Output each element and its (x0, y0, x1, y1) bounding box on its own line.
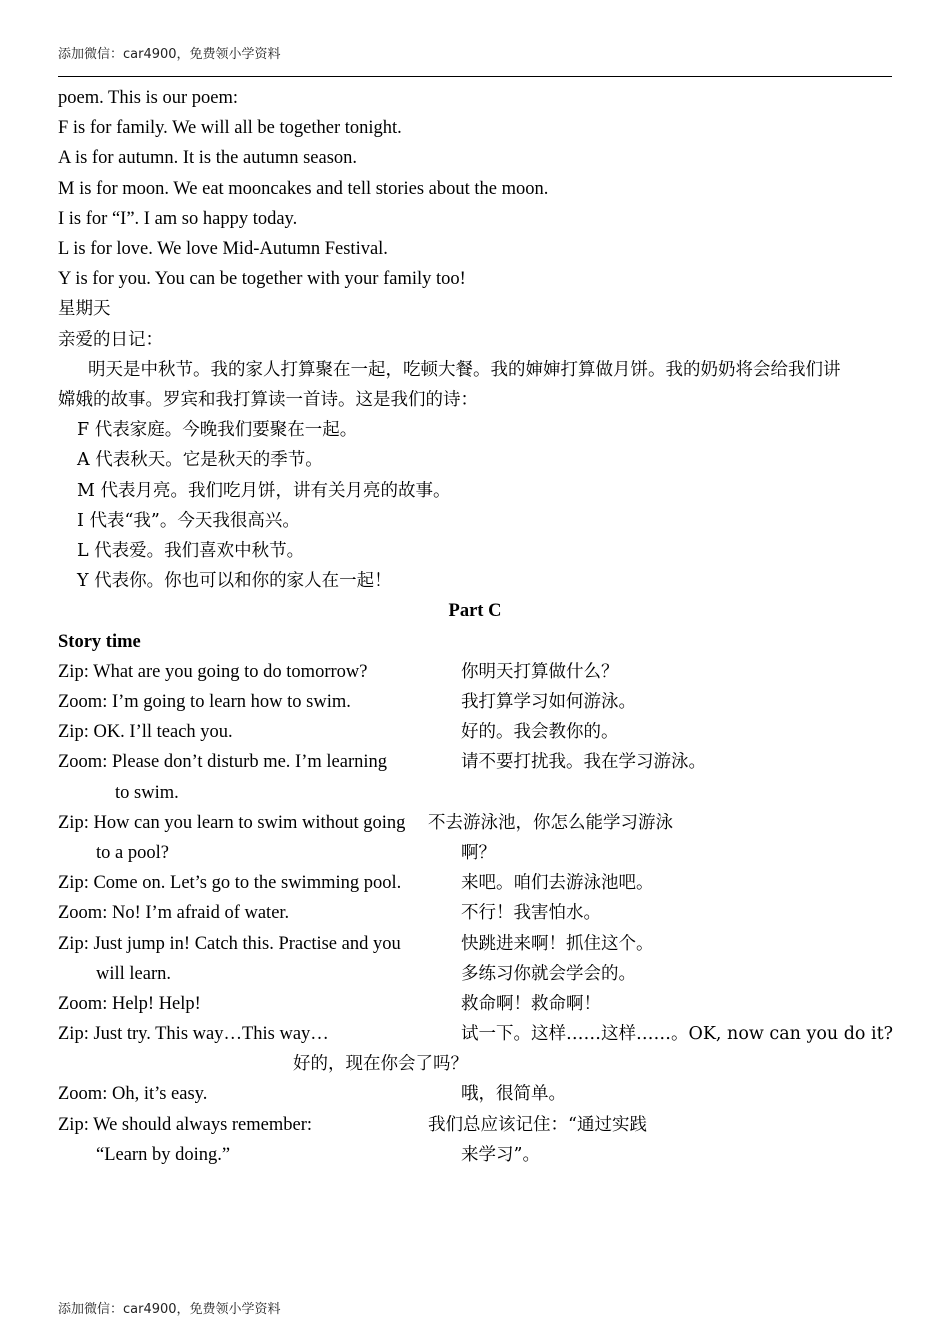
page-footer-note: 添加微信：car4900，免费领小学资料 (58, 1302, 281, 1317)
section-heading: Part C (448, 601, 502, 622)
dialogue-en: Zoom: No! I’m afraid of water. (58, 903, 290, 924)
section-subheading: Story time (58, 631, 141, 652)
dialogue-en: Zip: Just jump in! Catch this. Practise and you (58, 933, 401, 954)
dialogue-cn: 你明天打算做什么？ (461, 661, 619, 682)
dialogue-row (58, 1049, 892, 1079)
dialogue-en-continuation: to swim. (115, 782, 179, 803)
dialogue-row (58, 778, 892, 808)
dialogue-cn: 救命啊！救命啊！ (461, 993, 601, 1014)
dialogue-cn: 哦，很简单。 (461, 1084, 566, 1105)
dialogue-row (58, 657, 892, 687)
dialogue-en: Zoom: Oh, it’s easy. (58, 1084, 208, 1105)
diary-poem-line: I 代表“我”。今天我很高兴。 (77, 510, 300, 531)
diary-poem-line: Y 代表你。你也可以和你的家人在一起！ (77, 571, 392, 592)
dialogue-cn-continuation: 来学习”。 (461, 1144, 540, 1165)
dialogue-en: Zip: We should always remember: (58, 1114, 313, 1135)
dialogue-cn: 好的。我会教你的。 (461, 722, 619, 743)
dialogue-en: Zip: Just try. This way…This way… (58, 1024, 329, 1045)
diary-poem-line: A 代表秋天。它是秋天的季节。 (77, 450, 323, 471)
dialogue-row (58, 717, 892, 747)
dialogue-en: Zoom: I’m going to learn how to swim. (58, 692, 351, 713)
poem-line: Y is for you. You can be together with your family too! (58, 269, 466, 290)
dialogue-row (58, 1110, 892, 1140)
dialogue-en: Zoom: Help! Help! (58, 993, 201, 1014)
poem-line: I is for “I”. I am so happy today. (58, 208, 298, 229)
dialogue-row (58, 989, 892, 1019)
dialogue-cn: 不去游泳池，你怎么能学习游泳 (428, 812, 673, 833)
dialogue-row (58, 687, 892, 717)
dialogue-row (58, 838, 892, 868)
dialogue-row (58, 1019, 892, 1049)
dialogue-row (58, 1079, 892, 1109)
dialogue-cn: 请不要打扰我。我在学习游泳。 (461, 752, 706, 773)
dialogue-row (58, 808, 892, 838)
diary-paragraph-line: 嫦娥的故事。罗宾和我打算读一首诗。这是我们的诗： (58, 390, 478, 411)
dialogue-en: Zip: What are you going to do tomorrow? (58, 661, 368, 682)
poem-line: F is for family. We will all be together tonight. (58, 118, 402, 139)
header-divider (58, 76, 892, 77)
dialogue-row (58, 959, 892, 989)
dialogue-cn: 来吧。咱们去游泳池吧。 (461, 873, 654, 894)
document-body (58, 83, 892, 1170)
dialogue-en: Zoom: Please don’t disturb me. I’m learning (58, 752, 387, 773)
dialogue-en: Zip: OK. I’ll teach you. (58, 722, 233, 743)
dialogue-cn-continuation: 好的，现在你会了吗？ (293, 1054, 468, 1075)
dialogue-cn: 快跳进来啊！抓住这个。 (461, 933, 654, 954)
dialogue-row (58, 898, 892, 928)
dialogue-row (58, 747, 892, 777)
dialogue-cn-continuation: 多练习你就会学会的。 (461, 963, 636, 984)
diary-poem-line: M 代表月亮。我们吃月饼，讲有关月亮的故事。 (77, 480, 451, 501)
diary-poem-line: L 代表爱。我们喜欢中秋节。 (77, 541, 305, 562)
poem-line: A is for autumn. It is the autumn season. (58, 148, 358, 169)
diary-greeting: 亲爱的日记： (58, 329, 163, 350)
poem-line: M is for moon. We eat mooncakes and tell stories about the moon. (58, 178, 549, 199)
dialogue-row (58, 929, 892, 959)
dialogue-cn: 我打算学习如何游泳。 (461, 692, 636, 713)
dialogue-row (58, 1140, 892, 1170)
dialogue-cn: 不行！我害怕水。 (461, 903, 601, 924)
dialogue-cn: 试一下。这样……这样……。OK, now can you do it? (461, 1024, 894, 1045)
page-header-note: 添加微信：car4900，免费领小学资料 (58, 47, 281, 62)
poem-line: L is for love. We love Mid-Autumn Festival. (58, 239, 388, 260)
dialogue-en-continuation: to a pool? (96, 842, 169, 863)
dialogue-cn: 我们总应该记住：“通过实践 (428, 1114, 647, 1135)
dialogue-row (58, 868, 892, 898)
diary-day: 星期天 (58, 299, 111, 320)
diary-poem-line: F 代表家庭。今晚我们要聚在一起。 (77, 420, 358, 441)
poem-line: poem. This is our poem: (58, 88, 239, 108)
dialogue-cn-continuation: 啊？ (461, 842, 496, 863)
dialogue-en: Zip: How can you learn to swim without going (58, 812, 406, 833)
diary-paragraph-line: 明天是中秋节。我的家人打算聚在一起，吃顿大餐。我的婶婶打算做月饼。我的奶奶将会给我们讲 (88, 359, 841, 380)
dialogue-en-continuation: “Learn by doing.” (96, 1144, 231, 1165)
dialogue-en: Zip: Come on. Let’s go to the swimming pool. (58, 873, 402, 894)
dialogue-en-continuation: will learn. (96, 963, 172, 984)
